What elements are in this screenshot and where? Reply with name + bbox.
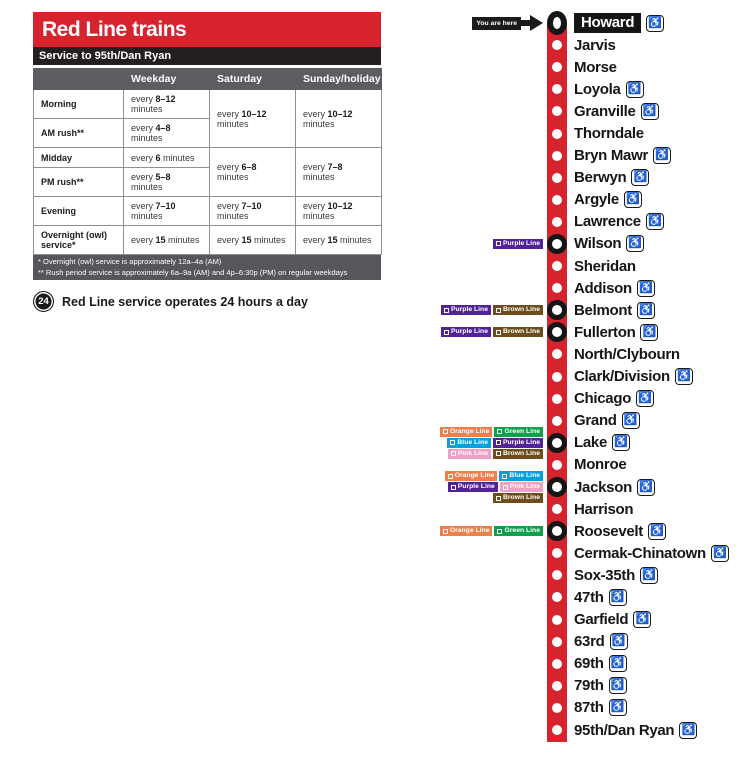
station-dot: [552, 40, 562, 50]
footnote-owl: * Overnight (owl) service is approximately 12a–4a (AM): [38, 257, 222, 266]
accessibility-icon: ♿: [624, 191, 642, 208]
accessibility-icon: ♿: [609, 699, 627, 716]
accessibility-icon: ♿: [609, 655, 627, 672]
station-row: [388, 122, 744, 144]
station-dot: [552, 725, 562, 735]
station-row: [388, 542, 744, 564]
station-dot: [552, 394, 562, 404]
station-row: [388, 520, 744, 542]
line-tag-purple-line: Purple Line: [448, 482, 498, 492]
station-name: Loyola: [574, 80, 621, 98]
accessibility-icon: ♿: [641, 103, 659, 120]
accessibility-icon: ♿: [633, 611, 651, 628]
station-name: Addison: [574, 279, 632, 297]
station-row: [388, 321, 744, 343]
station-label: [567, 302, 655, 319]
station-marker: [547, 372, 567, 382]
station-marker: [547, 433, 567, 453]
frequency-cell: every 6–8 minutes: [210, 148, 296, 197]
col-header-blank: [34, 69, 124, 90]
station-label: [567, 280, 655, 297]
period-label: Midday: [34, 148, 124, 168]
line-map: [388, 12, 744, 741]
station-label: [567, 191, 642, 208]
station-marker: [547, 548, 567, 558]
line-tag-brown-line: Brown Line: [493, 493, 543, 503]
station-connections: [388, 305, 547, 315]
line-tag-icon: [496, 241, 501, 246]
line-tag-icon: [444, 330, 449, 335]
frequency-cell: every 6 minutes: [124, 148, 210, 168]
accessibility-icon: ♿: [646, 213, 664, 230]
station-row: [388, 277, 744, 299]
station-dot: [552, 261, 562, 271]
line-tag-green-line: Green Line: [494, 526, 543, 536]
transfer-station-dot: [547, 477, 567, 497]
table-row: [34, 90, 382, 119]
station-label: [567, 59, 617, 76]
col-header-sunday: Sunday/holiday: [296, 69, 382, 90]
transfer-station-dot: [547, 234, 567, 254]
col-header-saturday: Saturday: [210, 69, 296, 90]
station-label: [567, 412, 640, 429]
line-tag-icon: [444, 308, 449, 313]
station-name: Belmont: [574, 301, 632, 319]
station-marker: [547, 349, 567, 359]
station-name: Bryn Mawr: [574, 147, 648, 165]
station-marker: [547, 659, 567, 669]
station-label: [567, 479, 655, 496]
accessibility-icon: ♿: [609, 589, 627, 606]
station-row: [388, 211, 744, 233]
accessibility-icon: ♿: [711, 545, 729, 562]
line-tag-green-line: Green Line: [494, 427, 543, 437]
station-marker: [547, 151, 567, 161]
line-tag-purple-line: Purple Line: [493, 438, 543, 448]
station-label: [567, 324, 658, 341]
station-dot: [552, 615, 562, 625]
accessibility-icon: ♿: [637, 280, 655, 297]
station-row: [388, 78, 744, 100]
period-label: Overnight (owl) service*: [34, 226, 124, 255]
schedule-table: [33, 68, 382, 255]
station-row: [388, 34, 744, 56]
service-24h-note: [33, 291, 381, 312]
accessibility-icon: ♿: [653, 147, 671, 164]
line-tag-pink-line: Pink Line: [448, 449, 491, 459]
station-marker: [547, 234, 567, 254]
station-label: [567, 545, 729, 562]
you-are-here-marker: [472, 15, 543, 31]
service-direction: Service to 95th/Dan Ryan: [39, 50, 172, 62]
station-connections: [388, 526, 547, 536]
station-label: [567, 633, 628, 650]
station-label: [567, 103, 659, 120]
accessibility-icon: ♿: [609, 677, 627, 694]
station-dot: [552, 681, 562, 691]
line-tag-purple-line: Purple Line: [493, 239, 543, 249]
table-row: [34, 197, 382, 226]
station-list: [388, 12, 744, 741]
24-hour-badge-icon: 24: [33, 291, 54, 312]
station-label: [567, 235, 644, 252]
station-row: [388, 12, 744, 34]
frequency-cell: every 7–10 minutes: [210, 197, 296, 226]
panel-title-bar: [33, 12, 381, 47]
station-name: Chicago: [574, 390, 632, 408]
line-tag-icon: [496, 308, 501, 313]
station-dot: [552, 504, 562, 514]
station-dot: [552, 460, 562, 470]
page-title: Red Line trains: [42, 17, 187, 41]
station-marker: [547, 195, 567, 205]
transfer-station-dot: [547, 433, 567, 453]
station-label: [567, 213, 664, 230]
station-name: Cermak-Chinatown: [574, 544, 706, 562]
period-label: AM rush**: [34, 119, 124, 148]
frequency-cell: every 7–8 minutes: [296, 148, 382, 197]
station-connections: [388, 15, 547, 31]
line-tag-purple-line: Purple Line: [441, 327, 491, 337]
station-label: [567, 456, 626, 473]
line-tag-orange-line: Orange Line: [440, 526, 493, 536]
station-row: [388, 586, 744, 608]
accessibility-icon: ♿: [622, 412, 640, 429]
station-name: 95th/Dan Ryan: [574, 721, 675, 739]
accessibility-icon: ♿: [679, 722, 697, 739]
accessibility-icon: ♿: [626, 235, 644, 252]
line-tag-orange-line: Orange Line: [440, 427, 493, 437]
station-marker: [547, 217, 567, 227]
station-marker: [547, 300, 567, 320]
station-name: Sheridan: [574, 257, 636, 275]
line-tag-icon: [451, 485, 456, 490]
station-name: Argyle: [574, 191, 619, 209]
station-name: Sox-35th: [574, 566, 635, 584]
station-label: [567, 434, 630, 451]
station-row: [388, 167, 744, 189]
station-row: [388, 427, 744, 457]
station-marker: [547, 460, 567, 470]
accessibility-icon: ♿: [612, 434, 630, 451]
table-footnotes: [33, 255, 381, 280]
table-row: [34, 226, 382, 255]
station-marker: [547, 62, 567, 72]
station-name: 47th: [574, 588, 604, 606]
line-tag-icon: [443, 429, 448, 434]
line-tag-pink-line: Pink Line: [500, 482, 543, 492]
station-dot: [552, 129, 562, 139]
frequency-cell: every 15 minutes: [124, 226, 210, 255]
transfer-station-dot: [547, 521, 567, 541]
station-dot: [552, 106, 562, 116]
accessibility-icon: ♿: [626, 81, 644, 98]
transfer-station-dot: [547, 300, 567, 320]
station-label: [567, 125, 644, 142]
frequency-cell: every 15 minutes: [296, 226, 382, 255]
accessibility-icon: ♿: [640, 567, 658, 584]
station-row: [388, 675, 744, 697]
station-name: Monroe: [574, 456, 627, 474]
station-row: [388, 255, 744, 277]
station-row: [388, 343, 744, 365]
station-row: [388, 472, 744, 502]
line-tag-purple-line: Purple Line: [441, 305, 491, 315]
transfer-station-dot: [547, 11, 567, 35]
station-name: 63rd: [574, 633, 605, 651]
station-dot: [552, 283, 562, 293]
period-label: Morning: [34, 90, 124, 119]
station-dot: [552, 659, 562, 669]
station-dot: [552, 570, 562, 580]
arrow-right-icon: [530, 15, 543, 31]
station-marker: [547, 129, 567, 139]
line-tag-blue-line: Blue Line: [499, 471, 543, 481]
line-tag-brown-line: Brown Line: [493, 327, 543, 337]
station-name: Berwyn: [574, 169, 627, 187]
frequency-cell: every 4–8 minutes: [124, 119, 210, 148]
line-tag-blue-line: Blue Line: [447, 438, 491, 448]
station-name: Jackson: [574, 478, 632, 496]
line-tag-icon: [443, 529, 448, 534]
accessibility-icon: ♿: [610, 633, 628, 650]
frequency-cell: every 10–12 minutes: [296, 197, 382, 226]
accessibility-icon: ♿: [646, 15, 664, 32]
station-name: Harrison: [574, 500, 634, 518]
station-marker: [547, 637, 567, 647]
frequency-cell: every 15 minutes: [210, 226, 296, 255]
col-header-weekday: Weekday: [124, 69, 210, 90]
station-row: [388, 564, 744, 586]
station-label: [567, 611, 651, 628]
station-row: [388, 366, 744, 388]
accessibility-icon: ♿: [631, 169, 649, 186]
station-row: [388, 56, 744, 78]
station-label: [567, 258, 636, 275]
line-tag-orange-line: Orange Line: [445, 471, 498, 481]
station-dot: [552, 62, 562, 72]
station-marker: [547, 681, 567, 691]
line-tag-icon: [503, 485, 508, 490]
station-dot: [552, 151, 562, 161]
period-label: PM rush**: [34, 168, 124, 197]
station-label: [567, 13, 664, 33]
station-marker: [547, 173, 567, 183]
line-tag-icon: [496, 440, 501, 445]
station-name: Lake: [574, 434, 607, 452]
station-row: [388, 100, 744, 122]
station-row: [388, 653, 744, 675]
station-label: [567, 501, 633, 518]
station-dot: [552, 372, 562, 382]
footnote-rush: ** Rush period service is approximately 6a–9a (AM) and 4p–6:30p (PM) on regular weekdays: [38, 267, 348, 277]
station-marker: [547, 40, 567, 50]
station-marker: [547, 615, 567, 625]
station-marker: [547, 394, 567, 404]
station-row: [388, 145, 744, 167]
period-label: Evening: [34, 197, 124, 226]
station-row: [388, 233, 744, 255]
station-name: Howard: [574, 13, 641, 33]
station-row: [388, 719, 744, 741]
station-marker: [547, 106, 567, 116]
line-tag-icon: [448, 474, 453, 479]
station-label: [567, 567, 658, 584]
station-marker: [547, 261, 567, 271]
station-label: [567, 677, 627, 694]
line-tag-icon: [497, 529, 502, 534]
frequency-cell: every 10–12 minutes: [296, 90, 382, 148]
station-label: [567, 655, 627, 672]
station-name: Grand: [574, 412, 617, 430]
station-row: [388, 388, 744, 410]
station-marker: [547, 703, 567, 713]
station-dot: [552, 548, 562, 558]
station-name: Jarvis: [574, 36, 616, 54]
station-label: [567, 37, 616, 54]
station-name: 87th: [574, 699, 604, 717]
accessibility-icon: ♿: [640, 324, 658, 341]
line-tag-icon: [450, 440, 455, 445]
station-connections: [388, 327, 547, 337]
station-name: North/Clybourn: [574, 345, 680, 363]
station-row: [388, 299, 744, 321]
station-connections: [388, 239, 547, 249]
station-label: [567, 81, 644, 98]
station-marker: [547, 570, 567, 580]
station-name: 79th: [574, 677, 604, 695]
frequency-cell: every 5–8 minutes: [124, 168, 210, 197]
line-tag-icon: [497, 429, 502, 434]
station-marker: [547, 504, 567, 514]
panel-subtitle-bar: [33, 47, 381, 65]
line-tag-brown-line: Brown Line: [493, 449, 543, 459]
station-marker: [547, 592, 567, 602]
line-tag-icon: [502, 474, 507, 479]
station-name: Granville: [574, 102, 636, 120]
station-name: Thorndale: [574, 125, 644, 143]
station-name: Clark/Division: [574, 368, 670, 386]
station-marker: [547, 477, 567, 497]
station-marker: [547, 322, 567, 342]
station-dot: [552, 173, 562, 183]
accessibility-icon: ♿: [637, 479, 655, 496]
frequency-cell: every 7–10 minutes: [124, 197, 210, 226]
station-label: [567, 368, 693, 385]
table-row: [34, 148, 382, 168]
station-row: [388, 631, 744, 653]
accessibility-icon: ♿: [637, 302, 655, 319]
station-name: Wilson: [574, 235, 622, 253]
station-marker: [547, 11, 567, 35]
station-label: [567, 523, 666, 540]
station-dot: [552, 217, 562, 227]
station-label: [567, 699, 627, 716]
station-name: Fullerton: [574, 323, 636, 341]
station-marker: [547, 725, 567, 735]
station-marker: [547, 521, 567, 541]
table-header-row: [34, 69, 382, 90]
accessibility-icon: ♿: [648, 523, 666, 540]
station-label: [567, 589, 627, 606]
station-dot: [552, 592, 562, 602]
station-row: [388, 498, 744, 520]
frequency-cell: every 10–12 minutes: [210, 90, 296, 148]
accessibility-icon: ♿: [636, 390, 654, 407]
station-row: [388, 609, 744, 631]
station-row: [388, 189, 744, 211]
station-row: [388, 697, 744, 719]
schedule-panel: [33, 12, 381, 312]
accessibility-icon: ♿: [675, 368, 693, 385]
station-dot: [552, 349, 562, 359]
transfer-station-dot: [547, 322, 567, 342]
station-dot: [552, 416, 562, 426]
24-hour-note-text: Red Line service operates 24 hours a day: [62, 294, 308, 309]
station-marker: [547, 283, 567, 293]
station-name: Lawrence: [574, 213, 641, 231]
you-are-here-label: You are here: [472, 17, 521, 30]
station-label: [567, 169, 649, 186]
station-dot: [552, 637, 562, 647]
line-tag-brown-line: Brown Line: [493, 305, 543, 315]
station-label: [567, 390, 654, 407]
station-dot: [552, 195, 562, 205]
station-dot: [552, 703, 562, 713]
arrow-shaft: [521, 20, 530, 26]
station-label: [567, 147, 671, 164]
line-tag-icon: [496, 330, 501, 335]
station-marker: [547, 416, 567, 426]
frequency-cell: every 8–12 minutes: [124, 90, 210, 119]
station-label: [567, 346, 680, 363]
station-label: [567, 722, 697, 739]
station-name: Roosevelt: [574, 522, 643, 540]
station-name: Morse: [574, 58, 617, 76]
station-marker: [547, 84, 567, 94]
station-name: Garfield: [574, 611, 629, 629]
station-dot: [552, 84, 562, 94]
station-name: 69th: [574, 655, 604, 673]
